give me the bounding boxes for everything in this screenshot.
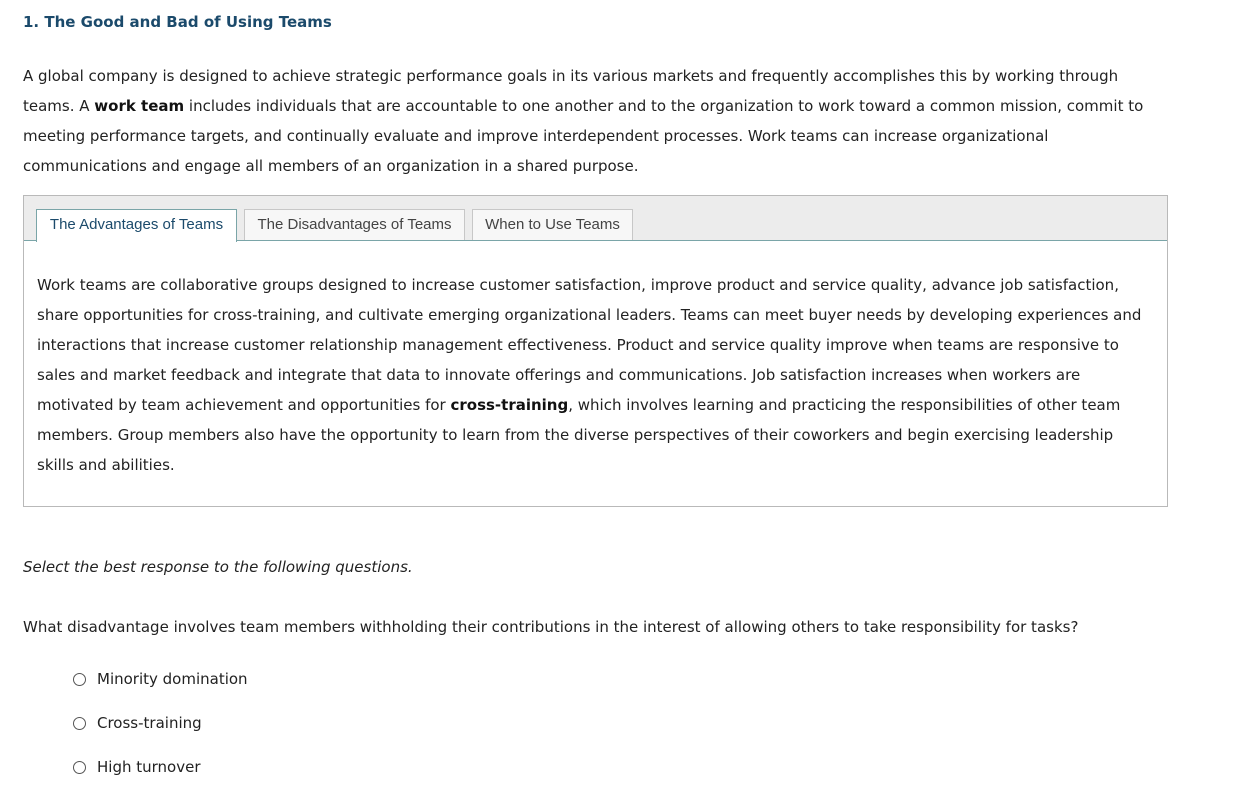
tab-strip — [24, 196, 1167, 241]
option-label: Minority domination — [97, 670, 248, 688]
tab-when-to-use[interactable]: When to Use Teams — [472, 209, 633, 240]
option-label: Cross-training — [97, 714, 202, 732]
radio-button[interactable] — [73, 717, 86, 730]
intro-paragraph — [23, 61, 1173, 181]
page-title: 1. The Good and Bad of Using Teams — [23, 13, 332, 31]
tab-advantages[interactable]: The Advantages of Teams — [36, 209, 237, 242]
tab-content-advantages — [37, 270, 1152, 480]
option-label: High turnover — [97, 758, 201, 776]
radio-button[interactable] — [73, 761, 86, 774]
radio-button[interactable] — [73, 673, 86, 686]
intro-text-end: includes individuals that are accountable to one another and to the organization to work toward a common mission, commit to meeting performance targets, and continually evaluate and improve interdependent processes. Work teams can increase organizational communications and engage all members of an organization in a shared purpose. — [23, 97, 1144, 175]
question-text: What disadvantage involves team members withholding their contributions in the interest of allowing others to take responsibility for tasks? — [23, 618, 1079, 636]
intro-term-work-team: work team — [94, 97, 185, 115]
option-cross-training[interactable] — [73, 712, 202, 734]
tab-content-text-start: Work teams are collaborative groups designed to increase customer satisfaction, improve product and service quality, advance job satisfaction, share opportunities for cross-training, and cultivate emerging organizational leaders. Teams can meet buyer needs by developing experiences and interactions that increase customer relationship management effectiveness. Product and service quality improve when teams are responsive to sales and market feedback and integrate that data to innovate offerings and communications. Job satisfaction increases when workers are motivated by team achievement and opportunities for — [37, 276, 1142, 414]
tab-panel — [23, 195, 1168, 507]
option-minority-domination[interactable] — [73, 668, 248, 690]
intro-text-start: A global company is designed to achieve strategic performance goals in its various markets and frequently accomplishes this by working through teams. A — [23, 67, 1119, 115]
tab-disadvantages[interactable]: The Disadvantages of Teams — [244, 209, 465, 240]
instruction-text: Select the best response to the following questions. — [23, 558, 413, 576]
tab-content-text-end: , which involves learning and practicing the responsibilities of other team members. Group members also have the opportunity to learn from the diverse perspectives of their coworkers and begin exercising leadership skills and abilities. — [37, 396, 1121, 474]
tab-content-term-cross-training: cross-training — [450, 396, 569, 414]
option-high-turnover[interactable] — [73, 756, 201, 778]
